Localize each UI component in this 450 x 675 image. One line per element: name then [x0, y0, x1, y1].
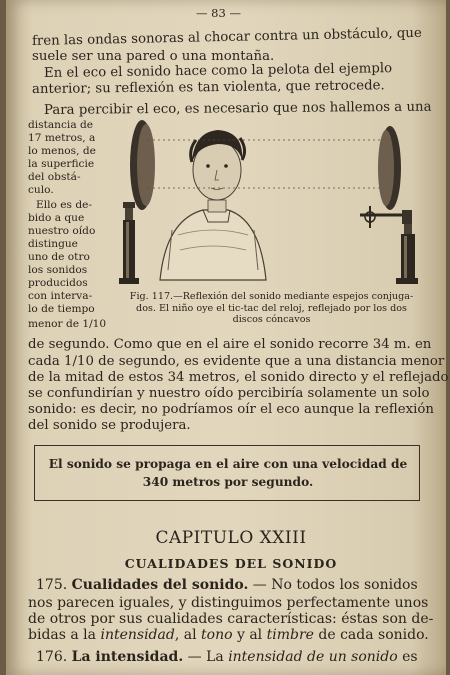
column-line: del obstá- [28, 171, 81, 183]
section-text: — No todos los sonidos [248, 577, 418, 593]
paragraph-line: de otros por sus cualidades características: éstas son de- [28, 611, 434, 627]
column-line: bido a que [28, 212, 85, 224]
caption-line: discos cóncavos [232, 314, 311, 325]
book-page [6, 0, 449, 675]
text-segment: y al [232, 627, 267, 643]
caption-line: Fig. 117.—Reflexión del sonido mediante espejos conjuga- [129, 291, 414, 302]
column-line: distancia de [28, 119, 94, 131]
paragraph-line: de segundo. Como que en el aire el sonido recorre 34 m. en [28, 337, 432, 352]
text-italic: intensidad de un sonido [228, 649, 398, 665]
text-segment: de cada sonido. [313, 627, 429, 643]
text-italic: intensidad [100, 627, 175, 643]
section-176-line [36, 650, 418, 665]
column-line: con interva- [28, 290, 93, 302]
column-line: producidos [28, 277, 88, 289]
paragraph-line: sonido: es decir, no podríamos oír el eco aunque la reflexión [28, 402, 434, 417]
figure-117-illustration [108, 110, 433, 290]
section-number: 175. [36, 577, 68, 593]
text-italic: timbre [266, 627, 314, 643]
paragraph-line: fren las ondas sonoras al chocar contra un obstáculo, que [31, 25, 422, 49]
section-heading: La intensidad. [71, 649, 184, 665]
child-figure-icon [160, 130, 266, 280]
left-mirror-icon [119, 120, 155, 284]
caption-line: dos. El niño oye el tic-tac del reloj, reflejado por los dos [136, 302, 407, 314]
paragraph-line: nos parecen iguales, y distinguimos perfectamente unos [28, 595, 429, 611]
column-line: uno de otro [28, 251, 90, 263]
paragraph-line: En el eco el sonido hace como la pelota del ejemplo [43, 61, 393, 81]
boxed-statement [34, 445, 420, 501]
text-italic: tono [201, 627, 233, 643]
column-line: lo menos, de [28, 145, 96, 157]
column-line: la superficie [28, 158, 95, 170]
paragraph-line: suele ser una pared o una montaña. [32, 49, 275, 64]
paragraph-line: cada 1/10 de segundo, es evidente que a una distancia menor [28, 354, 445, 369]
paragraph-line: de la mitad de estos 34 metros, el sonido directo y el reflejado [28, 370, 449, 385]
section-text: — La [183, 649, 229, 665]
right-mirror-icon [360, 126, 418, 284]
figure-caption [114, 291, 429, 326]
chapter-title: CAPITULO XXIII [155, 528, 307, 548]
column-line: lo de tiempo [28, 303, 95, 315]
section-heading: Cualidades del sonido. [71, 577, 249, 593]
paragraph-line [28, 628, 429, 643]
paragraph-line: se confundirían y nuestro oído percibiría solamente un solo [28, 386, 430, 401]
text-segment: bidas a la [28, 627, 101, 643]
chapter-subtitle: CUALIDADES DEL SONIDO [124, 556, 338, 571]
section-175-line [36, 578, 418, 593]
boxed-line: 340 metros por segundo. [142, 475, 314, 489]
column-line: los sonidos [28, 264, 88, 276]
column-line: distingue [28, 238, 78, 250]
boxed-line: El sonido se propaga en el aire con una velocidad de [48, 457, 408, 471]
column-line: culo. [28, 184, 54, 196]
column-line: 17 metros, a [28, 132, 96, 144]
page-number: — 83 — [196, 6, 241, 20]
column-line: nuestro oído [28, 225, 96, 237]
text-segment: , al [174, 627, 202, 643]
column-line: menor de 1/10 [28, 318, 107, 330]
section-number: 176. [36, 649, 68, 665]
column-line: Ello es de- [36, 199, 92, 211]
paragraph-line: del sonido se produjera. [28, 418, 191, 433]
section-text: es [397, 649, 418, 665]
paragraph-line: anterior; su reflexión es tan violenta, que retrocede. [31, 78, 385, 97]
paragraph-line: Para percibir el eco, es necesario que nos hallemos a una [43, 99, 432, 118]
